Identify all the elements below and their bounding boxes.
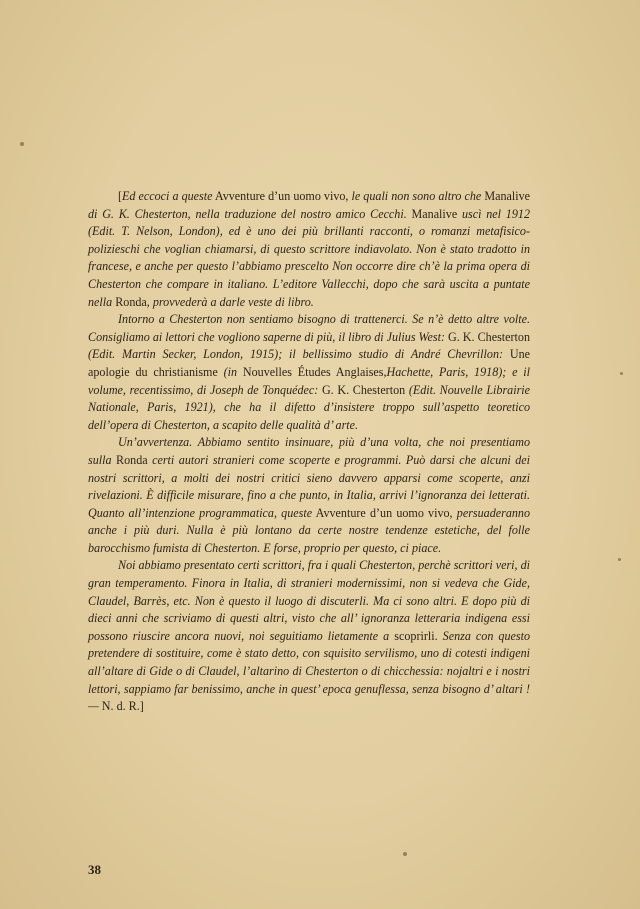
italic-text: Senza con questo pretendere di sostituire, come è stato detto, con squisito servilismo, uno di cotesti indigeni all’altare di Gide o di Claudel, l’altarino di Chesterton o di chicchessia: nojaltri e i nostri lettori, sappiamo far benissimo, anche in quest’ epoca genuflessa, senza bisogno d’ altari ! — [88,628,530,714]
roman-text: G. K. Chesterton [318,382,409,397]
paragraph [88,188,530,311]
italic-text: (Edit. Martin Secker, London, 1915); il bellissimo studio di André Chevrillon: [88,347,504,362]
italic-text: Un’avvertenza. Abbiamo sentito insinuare, più d’una volta, che noi presentiamo sulla [88,435,530,467]
italic-text: persuaderanno anche i più duri. Nulla è più lontano da certe nostre tendenze estetiche, del folle barocchismo fumista di Chesterton. E forse, proprio per questo, ci piace. [88,505,531,555]
paragraph [88,311,530,434]
paper-speck [20,142,24,146]
paragraph [88,434,530,557]
page-number: 38 [88,862,101,877]
roman-text: G. K. Chesterton [444,329,530,344]
italic-text: certi autori stranieri come scoperte e programmi. Può darsi che alcuni dei nostri scrittori, a molti dei nostri critici sieno davvero apparsi come scoperte, anzi rivelazioni. È difficile misurare, fino a che punto, in Italia, arrivi l’ignoranza dei letterati. Quanto all’intenzione programmatica, queste [88,452,530,520]
italic-text: Hachette, Paris, 1918); e il volume, recentissimo, di Joseph de Tonquédec: [88,364,530,397]
italic-text: Ed eccoci a queste [122,189,213,203]
italic-text: (Edit. Nouvelle Librairie Nationale, Paris, 1921), che ha il difetto d’insistere troppo sull’aspetto teoretico dell’opera di Chesterton, a scapito delle qualità d’ arte. [88,382,530,432]
roman-text: Avventure d’un uomo vivo, [312,505,457,520]
editorial-note [88,188,530,716]
roman-text: scoprirli. [389,628,443,643]
italic-text: uscì nel 1912 (Edit. T. Nelson, London), ed è uno dei più brillanti racconti, o romanzi metafisico-polizieschi che voglian chiamarsi, di questo scrittore indiavolato. Non è stato tradotto in francese, e anche per questo l’abbiamo prescelto Non occorre dire ch’è la prima opera di Chesterton che compare in italiano. L’editore Vallecchi, dopo che sarà uscita a puntate nella [88,206,530,309]
paper-speck [618,558,621,561]
roman-text: Manalive [406,206,462,221]
roman-text: Une apologie du christianisme [88,347,530,379]
italic-text: le quali non sono altro che [351,189,482,203]
roman-text: [ [118,189,123,203]
roman-text: Nouvelles Études Anglaises, [237,364,387,379]
italic-text: Noi abbiamo presentato certi scrittori, fra i quali Chesterton, perchè scrittori veri, di gran temperamento. Finora in Italia, di stranieri modernissimi, non si vedeva che Gide, Claudel, Barrès, etc. Non è questo il luogo di discuterli. Ma ci sono altri. E dopo più di dieci anni che scriviamo di questi altri, visto che all’ ignoranza letteraria indigena essi possono riuscire ancora nuovi, noi seguitiamo lietamente a [88,558,530,643]
roman-text: N. d. R.] [98,699,144,714]
paper-speck [403,852,407,856]
italic-text: Intorno a Chesterton non sentiamo bisogno di trattenerci. Se n’è detto altre volte. Consigliamo ai lettori che vogliono saperne di più, il libro di Julius West: [88,312,530,344]
paper-speck [620,372,623,375]
roman-text: Ronda [111,452,153,467]
italic-text: (in [223,364,238,379]
roman-text: Ronda, [112,294,153,309]
italic-text: provvederà a darle veste di libro. [152,294,314,309]
italic-text: di G. K. Chesterton, nella traduzione del nostro amico Cecchi. [88,206,407,221]
roman-text: Avventure d’un uomo vivo, [212,189,352,203]
paragraph [88,557,530,715]
roman-text: Manalive [481,189,530,203]
